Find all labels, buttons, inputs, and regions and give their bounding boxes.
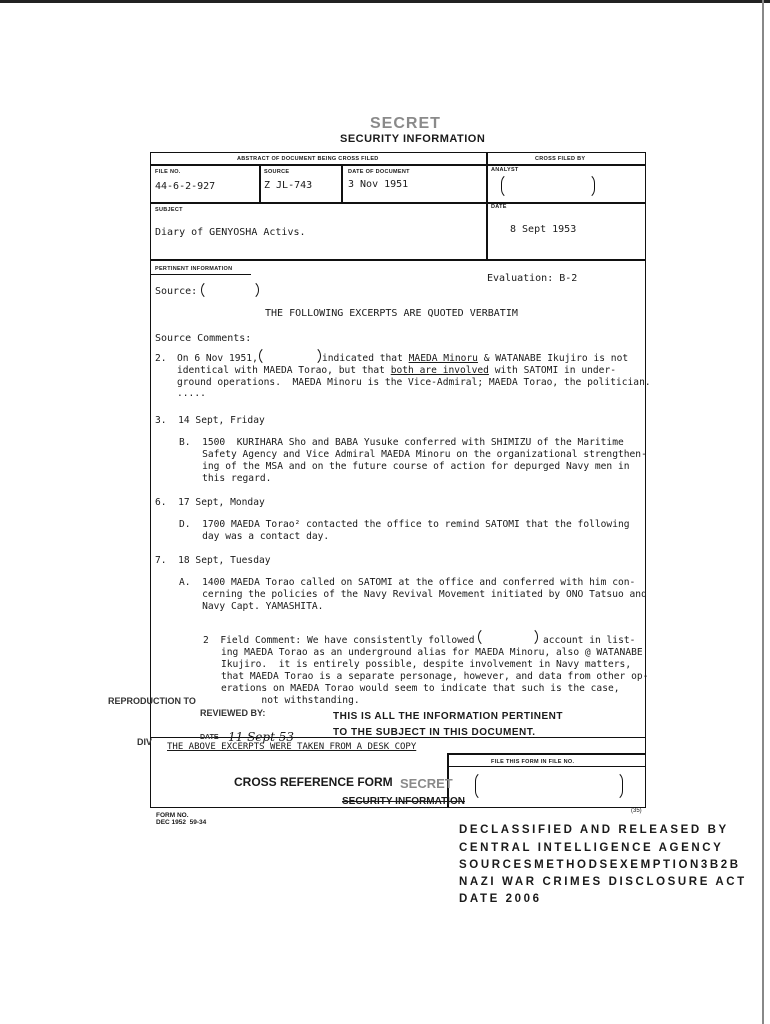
excerpt-3-heading: 3. 14 Sept, Friday	[155, 415, 265, 426]
subject-value: Diary of GENYOSHA Activs.	[155, 227, 306, 238]
excerpt-2-ellipsis: .....	[177, 388, 206, 399]
rule	[447, 753, 645, 755]
excerpt-3-b: B. 1500 KURIHARA Sho and BABA Yusuke conferred with SHIMIZU of the Maritime Safety Agency and Vice Admiral MAEDA Minoru on the organizational strengthen- ing of the MSA and on the future course of action for depurged Navy men in this regard.	[179, 437, 647, 484]
redaction-bracket	[475, 771, 623, 801]
quoted-verbatim-heading: THE FOLLOWING EXCERPTS ARE QUOTED VERBATIM	[265, 308, 518, 319]
excerpt-2-line-2: identical with MAEDA Torao, but that both are involved with SATOMI in under-	[177, 365, 616, 376]
excerpt-2-line-3: ground operations. MAEDA Minoru is the Vice-Admiral; MAEDA Torao, the politician.	[177, 377, 651, 388]
file-no-label: FILE NO.	[155, 169, 181, 175]
redaction-bracket	[259, 346, 321, 366]
analyst-label: ANALYST	[491, 167, 519, 173]
handwritten-date: 11 Sept 53	[228, 730, 294, 744]
file-no-value: 44-6-2-927	[155, 181, 216, 192]
excerpt-6-heading: 6. 17 Sept, Monday	[155, 497, 265, 508]
rule	[151, 274, 251, 275]
page-code: (35)	[631, 808, 642, 814]
rule	[486, 164, 645, 166]
declassification-line-4: NAZI WAR CRIMES DISCLOSURE ACT	[459, 876, 747, 888]
file-in-label: FILE THIS FORM IN FILE NO.	[491, 759, 575, 765]
cross-filed-by-label: CROSS FILED BY	[535, 156, 586, 162]
source-value: Z JL-743	[264, 180, 313, 191]
subject-label: SUBJECT	[155, 207, 183, 213]
redaction-bracket	[201, 280, 259, 300]
excerpt-7-a: A. 1400 MAEDA Torao called on SATOMI at the office and conferred with him con- cerning the policies of the Navy Revival Movement initiated by ONO Tatsuo and Navy Capt. YAMASHITA.	[179, 577, 647, 612]
reproduction-label: REPRODUCTION TO	[108, 696, 196, 706]
declassification-line-2: CENTRAL INTELLIGENCE AGENCY	[459, 842, 724, 854]
redaction-bracket	[501, 173, 595, 199]
excerpt-7-heading: 7. 18 Sept, Tuesday	[155, 555, 271, 566]
rule	[486, 153, 488, 259]
abstract-title: ABSTRACT OF DOCUMENT BEING CROSS FILED	[237, 156, 379, 162]
rule	[151, 259, 645, 261]
rule	[151, 164, 486, 166]
classification-stamp: SECRET	[370, 115, 441, 132]
pertinent-information-label: PERTINENT INFORMATION	[155, 266, 233, 272]
date-of-document-label: DATE OF DOCUMENT	[348, 169, 410, 175]
desk-copy-note: THE ABOVE EXCERPTS WERE TAKEN FROM A DESK COPY	[167, 742, 417, 752]
form-number: FORM NO. DEC 1952 59-34	[156, 812, 207, 826]
declassification-line-5: DATE 2006	[459, 893, 542, 905]
date-value: 8 Sept 1953	[510, 224, 577, 235]
scan-edge-right	[762, 0, 764, 1024]
cross-reference-form-title: CROSS REFERENCE FORM	[234, 775, 393, 789]
excerpt-6-d: D. 1700 MAEDA Torao² contacted the office to remind SATOMI that the following day was a contact day.	[179, 519, 630, 542]
scan-edge-top	[0, 0, 770, 3]
date-label: DATE	[491, 204, 507, 210]
rule	[341, 164, 343, 202]
declassification-line-3: SOURCESMETHODSEXEMPTION3B2B	[459, 859, 741, 871]
rule	[259, 164, 261, 202]
div-label: DIV	[137, 737, 153, 747]
field-comment-a: 2 Field Comment: We have consistently followed	[203, 635, 475, 646]
source-line: Source:	[155, 286, 198, 297]
excerpt-2-text-a: On 6 Nov 1951,	[177, 353, 258, 364]
reviewed-by-label: REVIEWED BY:	[200, 708, 266, 718]
declassification-line-1: DECLASSIFIED AND RELEASED BY	[459, 824, 729, 836]
rule	[151, 202, 645, 204]
rule	[447, 766, 645, 767]
field-comment-b: account in list-	[543, 635, 636, 646]
excerpt-2-number: 2.	[155, 353, 167, 364]
source-label: SOURCE	[264, 169, 290, 175]
date-of-document-value: 3 Nov 1951	[348, 179, 409, 190]
evaluation: Evaluation: B-2	[487, 273, 578, 284]
secret-stamp-bottom: SECRET	[400, 776, 453, 791]
redaction-bracket	[478, 627, 538, 647]
pertinent-stamp-line-2: TO THE SUBJECT IN THIS DOCUMENT.	[333, 727, 536, 738]
date-label-bottom: DATE	[200, 734, 219, 741]
security-information-heading: SECURITY INFORMATION	[340, 133, 486, 145]
source-comments-label: Source Comments:	[155, 333, 252, 344]
excerpt-2-text-b: indicated that MAEDA Minoru & WATANABE Ikujiro is not	[322, 353, 629, 364]
pertinent-stamp-line-1: THIS IS ALL THE INFORMATION PERTINENT	[333, 711, 563, 722]
security-information-bottom: SECURITY INFORMATION	[342, 796, 465, 807]
field-comment-rest: ing MAEDA Torao as an underground alias for MAEDA Minoru, also @ WATANABE Ikujiro. it is entirely possible, despite involvement in Navy matters, that MAEDA Torao is a separate personage, however, and data from other op- erations on MAEDA Torao would seem to indicate that such is the case, not withstanding.	[221, 647, 649, 706]
